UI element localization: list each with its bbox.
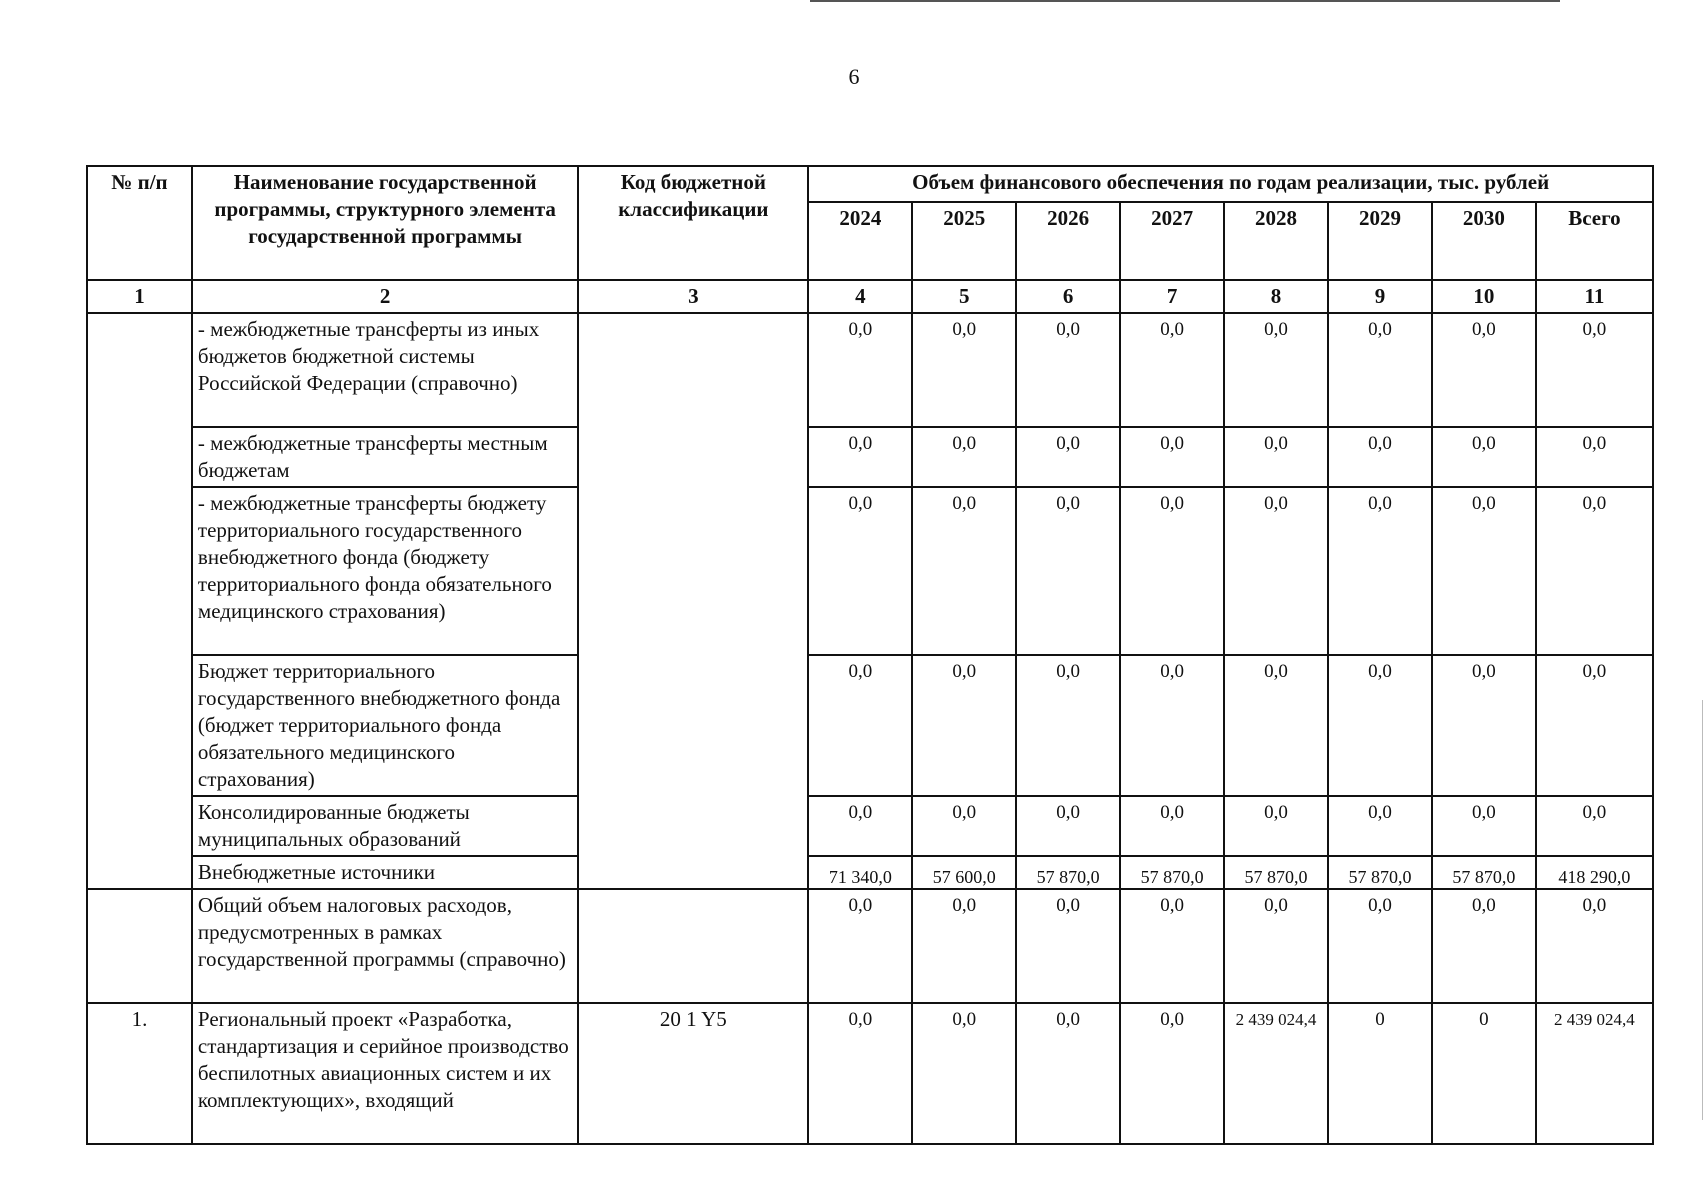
column-number-row bbox=[87, 280, 1653, 313]
value-cell: 0,0 bbox=[912, 487, 1016, 655]
value-cell: 0,0 bbox=[1432, 655, 1536, 796]
row-name-cell: Консолидированные бюджеты муниципальных образований bbox=[192, 796, 578, 856]
value-cell: 0,0 bbox=[1120, 427, 1224, 487]
value-cell: 0,0 bbox=[1224, 427, 1328, 487]
value-cell: 0,0 bbox=[1432, 427, 1536, 487]
value-cell: 0,0 bbox=[1120, 655, 1224, 796]
value-cell: 0,0 bbox=[808, 889, 912, 1003]
value-cell: 0,0 bbox=[1432, 487, 1536, 655]
value-cell: 0 bbox=[1432, 1003, 1536, 1144]
value-cell: 0,0 bbox=[1328, 796, 1432, 856]
value-cell: 0,0 bbox=[1432, 796, 1536, 856]
header-year: 2027 bbox=[1120, 202, 1224, 280]
row-name-cell: - межбюджетные трансферты бюджету территориального государственного внебюджетного фонда (бюджету территориального фонда обязательного медицинского страхования) bbox=[192, 487, 578, 655]
value-cell: 0,0 bbox=[1016, 427, 1120, 487]
value-cell: 0,0 bbox=[1328, 487, 1432, 655]
table-row bbox=[87, 856, 1653, 889]
header-name: Наименование государственной программы, структурного элемента государственной программы bbox=[192, 166, 578, 280]
value-cell: 0,0 bbox=[912, 427, 1016, 487]
header-num: № п/п bbox=[87, 166, 192, 280]
header-year: 2030 bbox=[1432, 202, 1536, 280]
row-name-cell: - межбюджетные трансферты из иных бюджетов бюджетной системы Российской Федерации (справочно) bbox=[192, 313, 578, 427]
value-cell: 0,0 bbox=[1224, 889, 1328, 1003]
row-code-cell: 20 1 Y5 bbox=[578, 1003, 808, 1144]
total-cell: 0,0 bbox=[1536, 313, 1653, 427]
table-row bbox=[87, 796, 1653, 856]
value-cell: 0,0 bbox=[1120, 1003, 1224, 1144]
value-cell: 0,0 bbox=[808, 313, 912, 427]
value-cell: 0,0 bbox=[1224, 487, 1328, 655]
total-cell: 418 290,0 bbox=[1536, 856, 1653, 889]
value-cell: 0,0 bbox=[1224, 313, 1328, 427]
value-cell: 0,0 bbox=[1120, 487, 1224, 655]
total-cell: 0,0 bbox=[1536, 487, 1653, 655]
top-scan-rule bbox=[810, 0, 1560, 2]
value-cell: 0,0 bbox=[1016, 796, 1120, 856]
table-row bbox=[87, 655, 1653, 796]
value-cell: 0,0 bbox=[808, 487, 912, 655]
value-cell: 0,0 bbox=[912, 796, 1016, 856]
column-number: 11 bbox=[1536, 280, 1653, 313]
column-number: 7 bbox=[1120, 280, 1224, 313]
value-cell: 57 870,0 bbox=[1328, 856, 1432, 889]
total-cell: 0,0 bbox=[1536, 889, 1653, 1003]
value-cell: 0,0 bbox=[1016, 487, 1120, 655]
row-name-cell: - межбюджетные трансферты местным бюджетам bbox=[192, 427, 578, 487]
header-total: Всего bbox=[1536, 202, 1653, 280]
row-name-cell: Внебюджетные источники bbox=[192, 856, 578, 889]
value-cell: 0,0 bbox=[808, 427, 912, 487]
header-volume: Объем финансового обеспечения по годам реализации, тыс. рублей bbox=[808, 166, 1653, 202]
value-cell: 2 439 024,4 bbox=[1224, 1003, 1328, 1144]
column-number: 3 bbox=[578, 280, 808, 313]
header-year: 2025 bbox=[912, 202, 1016, 280]
value-cell: 0,0 bbox=[808, 655, 912, 796]
value-cell: 0,0 bbox=[1120, 796, 1224, 856]
financing-table bbox=[86, 165, 1654, 1145]
value-cell: 57 870,0 bbox=[1016, 856, 1120, 889]
column-number: 10 bbox=[1432, 280, 1536, 313]
total-cell: 0,0 bbox=[1536, 796, 1653, 856]
table-row bbox=[87, 487, 1653, 655]
total-cell: 0,0 bbox=[1536, 655, 1653, 796]
row-code-cell bbox=[578, 313, 808, 889]
page-number: 6 bbox=[848, 64, 860, 89]
column-number: 1 bbox=[87, 280, 192, 313]
row-name-cell: Общий объем налоговых расходов, предусмотренных в рамках государственной программы (справочно) bbox=[192, 889, 578, 1003]
value-cell: 0,0 bbox=[1432, 313, 1536, 427]
value-cell: 0,0 bbox=[1224, 655, 1328, 796]
value-cell: 0,0 bbox=[1328, 655, 1432, 796]
value-cell: 0,0 bbox=[912, 313, 1016, 427]
value-cell: 0,0 bbox=[1016, 889, 1120, 1003]
value-cell: 0,0 bbox=[1224, 796, 1328, 856]
value-cell: 0,0 bbox=[1432, 889, 1536, 1003]
value-cell: 0,0 bbox=[912, 1003, 1016, 1144]
column-number: 6 bbox=[1016, 280, 1120, 313]
header-year: 2024 bbox=[808, 202, 912, 280]
value-cell: 71 340,0 bbox=[808, 856, 912, 889]
value-cell: 0,0 bbox=[1120, 313, 1224, 427]
column-number: 9 bbox=[1328, 280, 1432, 313]
row-name-cell: Бюджет территориального государственного внебюджетного фонда (бюджет территориального фонда обязательного медицинского страхования) bbox=[192, 655, 578, 796]
table-row bbox=[87, 313, 1653, 427]
value-cell: 0,0 bbox=[1328, 313, 1432, 427]
value-cell: 0,0 bbox=[1016, 655, 1120, 796]
header-year: 2028 bbox=[1224, 202, 1328, 280]
right-scan-rule bbox=[1702, 700, 1703, 1120]
column-number: 2 bbox=[192, 280, 578, 313]
table-row bbox=[87, 1003, 1653, 1144]
value-cell: 0 bbox=[1328, 1003, 1432, 1144]
value-cell: 57 870,0 bbox=[1224, 856, 1328, 889]
value-cell: 0,0 bbox=[1120, 889, 1224, 1003]
row-code-cell bbox=[578, 889, 808, 1003]
value-cell: 0,0 bbox=[808, 796, 912, 856]
value-cell: 0,0 bbox=[1016, 313, 1120, 427]
value-cell: 57 870,0 bbox=[1120, 856, 1224, 889]
column-number: 8 bbox=[1224, 280, 1328, 313]
total-cell: 2 439 024,4 bbox=[1536, 1003, 1653, 1144]
value-cell: 0,0 bbox=[1328, 889, 1432, 1003]
row-num-cell bbox=[87, 889, 192, 1003]
value-cell: 0,0 bbox=[1016, 1003, 1120, 1144]
table-row bbox=[87, 889, 1653, 1003]
value-cell: 0,0 bbox=[912, 655, 1016, 796]
row-num-cell: 1. bbox=[87, 1003, 192, 1144]
row-name-cell: Региональный проект «Разработка, стандартизация и серийное производство беспилотных авиационных систем и их комплектующих», входящий bbox=[192, 1003, 578, 1144]
column-number: 4 bbox=[808, 280, 912, 313]
value-cell: 57 870,0 bbox=[1432, 856, 1536, 889]
row-num-cell bbox=[87, 313, 192, 889]
value-cell: 57 600,0 bbox=[912, 856, 1016, 889]
header-year: 2029 bbox=[1328, 202, 1432, 280]
table-row bbox=[87, 427, 1653, 487]
header-code: Код бюджетной классификации bbox=[578, 166, 808, 280]
value-cell: 0,0 bbox=[808, 1003, 912, 1144]
value-cell: 0,0 bbox=[912, 889, 1016, 1003]
header-year: 2026 bbox=[1016, 202, 1120, 280]
column-number: 5 bbox=[912, 280, 1016, 313]
total-cell: 0,0 bbox=[1536, 427, 1653, 487]
value-cell: 0,0 bbox=[1328, 427, 1432, 487]
